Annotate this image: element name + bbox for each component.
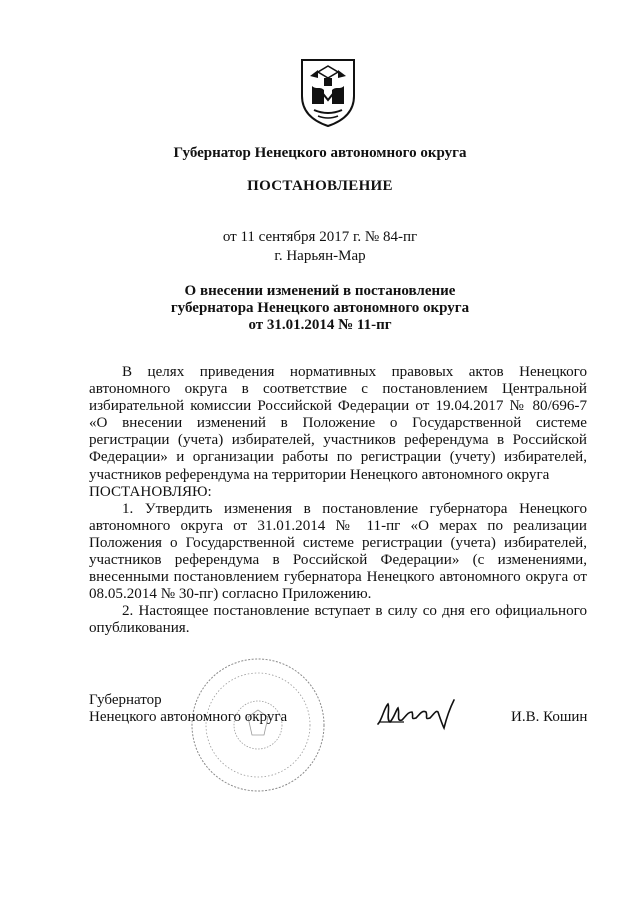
item-2-paragraph: 2. Настоящее постановление вступает в силу со дня его официального опубликования. (89, 603, 587, 637)
issuing-authority: Губернатор Ненецкого автономного округа (173, 145, 467, 161)
subject-line: от 31.01.2014 № 11-пг (248, 317, 392, 333)
position-line: Губернатор (89, 692, 162, 708)
signatory-name: И.В. Кошин (511, 709, 588, 725)
document-date: от 11 сентября 2017 г. № 84-пг (222, 229, 418, 245)
document-city: г. Нарьян-Мар (274, 248, 366, 264)
handwritten-signature-icon (374, 694, 456, 734)
preamble-paragraph: В целях приведения нормативных правовых актов Ненецкого автономного округа в соответствие с постановлением Центральной избирательной комиссии Российской Федерации от 19.04.2017 № 80/696-7 «О внесении изменений в Положение о Государственной системе регистрации (учета) избирателей, участников референдума в Российской Федерации» и организации работы по регистрации (учету) избирателей, участников референдума на территории Ненецкого автономного округа (89, 364, 587, 483)
coat-of-arms-icon (298, 56, 358, 128)
document-body (89, 364, 587, 638)
decree-word: ПОСТАНОВЛЯЮ: (89, 483, 212, 500)
subject-line: О внесении изменений в постановление (184, 283, 456, 299)
document-subject (0, 283, 640, 334)
item-1-paragraph: 1. Утвердить изменения в постановление губернатора Ненецкого автономного округа от 31.01.2014 № 11-пг «О мерах по реализации Положения о Государственной системе регистрации (учета) избирателей, участников референдума в Российской Федерации» (с изменениями, внесенными постановлением губернатора Ненецкого автономного округа от 08.05.2014 № 30-пг) согласно Приложению. (89, 500, 587, 603)
position-line: Ненецкого автономного округа (89, 709, 288, 725)
subject-line: губернатора Ненецкого автономного округа (170, 300, 470, 316)
signatory-position (89, 692, 287, 726)
document-type: ПОСТАНОВЛЕНИЕ (247, 178, 393, 194)
